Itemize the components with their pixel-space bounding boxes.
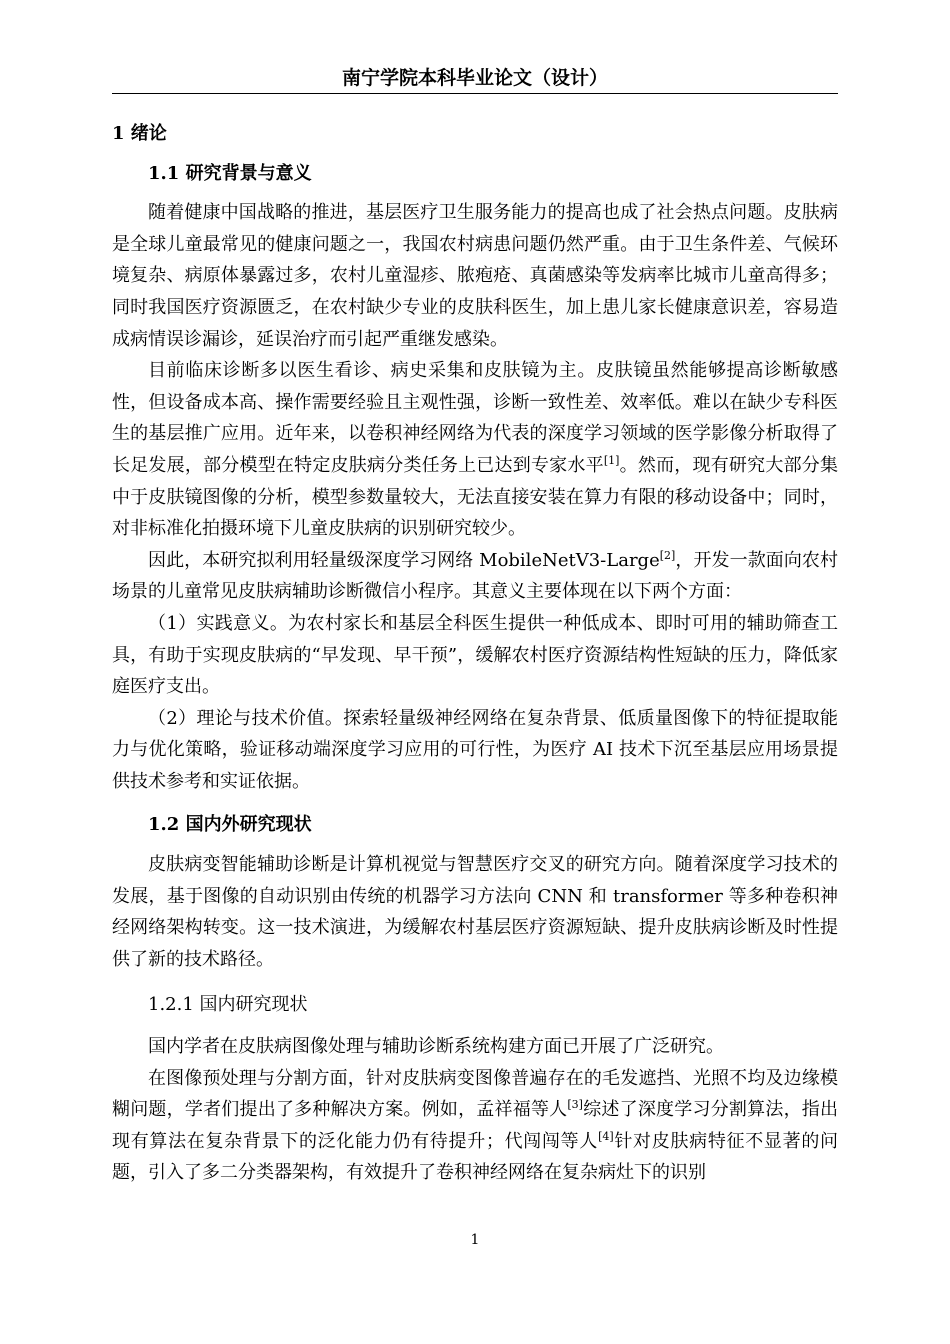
paragraph-text: 针对皮肤病特征不显著的问题，引入了多二分类器架构，有效提升了卷积神经网络在复杂病灶下的识别 <box>112 1130 839 1184</box>
paragraph-theoretical-value: （2）理论与技术价值。探索轻量级神经网络在复杂背景、低质量图像下的特征提取能力与优化策略，验证移动端深度学习应用的可行性，为医疗 AI 技术下沉至基层应用场景提供技术参考和实证依据。 <box>112 707 838 792</box>
paragraph-practical-significance: （1）实践意义。为农村家长和基层全科医生提供一种低成本、即时可用的辅助筛查工具，有助于实现皮肤病的“早发现、早干预”，缓解农村医疗资源结构性短缺的压力，降低家庭医疗支出。 <box>112 612 838 698</box>
paragraph-research-status: 皮肤病变智能辅助诊断是计算机视觉与智慧医疗交叉的研究方向。随着深度学习技术的发展，基于图像的自动识别由传统的机器学习方法向 CNN 和 transformer 等多种卷积神经网络架构转变。这一技术演进，为缓解农村基层医疗资源短缺、提升皮肤病诊断及时性提供了新的技术路径。 <box>112 854 838 970</box>
paragraph-text: 因此，本研究拟利用轻量级深度学习网络 MobileNetV3-Large <box>148 549 660 571</box>
paragraph-research-aim <box>112 545 838 608</box>
citation-ref: [3] <box>567 1098 583 1112</box>
paragraph-domestic-intro: 国内学者在皮肤病图像处理与辅助诊断系统构建方面已开展了广泛研究。 <box>148 1036 724 1058</box>
section-heading-1: 1 绪论 <box>112 123 167 144</box>
body-text <box>112 114 838 1189</box>
citation-ref: [1] <box>603 453 620 467</box>
paragraph-text: ，开发一款面向农村场景的儿童常见皮肤病辅助诊断微信小程序。其意义主要体现在以下两个方面： <box>112 549 839 603</box>
page-number: 1 <box>470 1232 480 1248</box>
paragraph-text: 在图像预处理与分割方面，针对皮肤病变图像普遍存在的毛发遮挡、光照不均及边缘模糊问题，学者们提出了多种解决方案。例如，孟祥福等人 <box>112 1067 838 1121</box>
paragraph-preprocessing <box>112 1063 838 1189</box>
running-header: 南宁学院本科毕业论文（设计） <box>341 67 608 89</box>
paragraph-text: 综述了深度学习分割算法，指出现有算法在复杂背景下的泛化能力仍有待提升；代闯闯等人 <box>112 1099 839 1152</box>
paragraph-text: 。然而，现有研究大部分集中于皮肤镜图像的分析，模型参数量较大，无法直接安装在算力有限的移动设备中；同时，对非标准化拍摄环境下儿童皮肤病的识别研究较少。 <box>112 454 839 540</box>
header-rule <box>112 93 838 94</box>
paragraph-clinical-diagnosis <box>112 355 838 545</box>
section-heading-1-2-1: 1.2.1 国内研究现状 <box>148 994 308 1016</box>
section-heading-1-1: 1.1 研究背景与意义 <box>148 162 312 184</box>
citation-ref: [2] <box>659 548 676 562</box>
paragraph-text: 目前临床诊断多以医生看诊、病史采集和皮肤镜为主。皮肤镜虽然能够提高诊断敏感性，但设备成本高、操作需要经验且主观性强，诊断一致性差、效率低。难以在缺少专科医生的基层推广应用。近年来，以卷积神经网络为代表的深度学习领域的医学影像分析取得了长足发展，部分模型在特定皮肤病分类任务上已达到专家水平 <box>112 360 838 476</box>
section-heading-1-2: 1.2 国内外研究现状 <box>148 814 312 836</box>
paragraph-background: 随着健康中国战略的推进，基层医疗卫生服务能力的提高也成了社会热点问题。皮肤病是全球儿童最常见的健康问题之一，我国农村病患问题仍然严重。由于卫生条件差、气候环境复杂、病原体暴露过多，农村儿童湿疹、脓疱疮、真菌感染等发病率比城市儿童高得多；同时我国医疗资源匮乏，在农村缺少专业的皮肤科医生，加上患儿家长健康意识差，容易造成病情误诊漏诊，延误治疗而引起严重继发感染。 <box>112 202 838 350</box>
citation-ref: [4] <box>598 1129 614 1143</box>
